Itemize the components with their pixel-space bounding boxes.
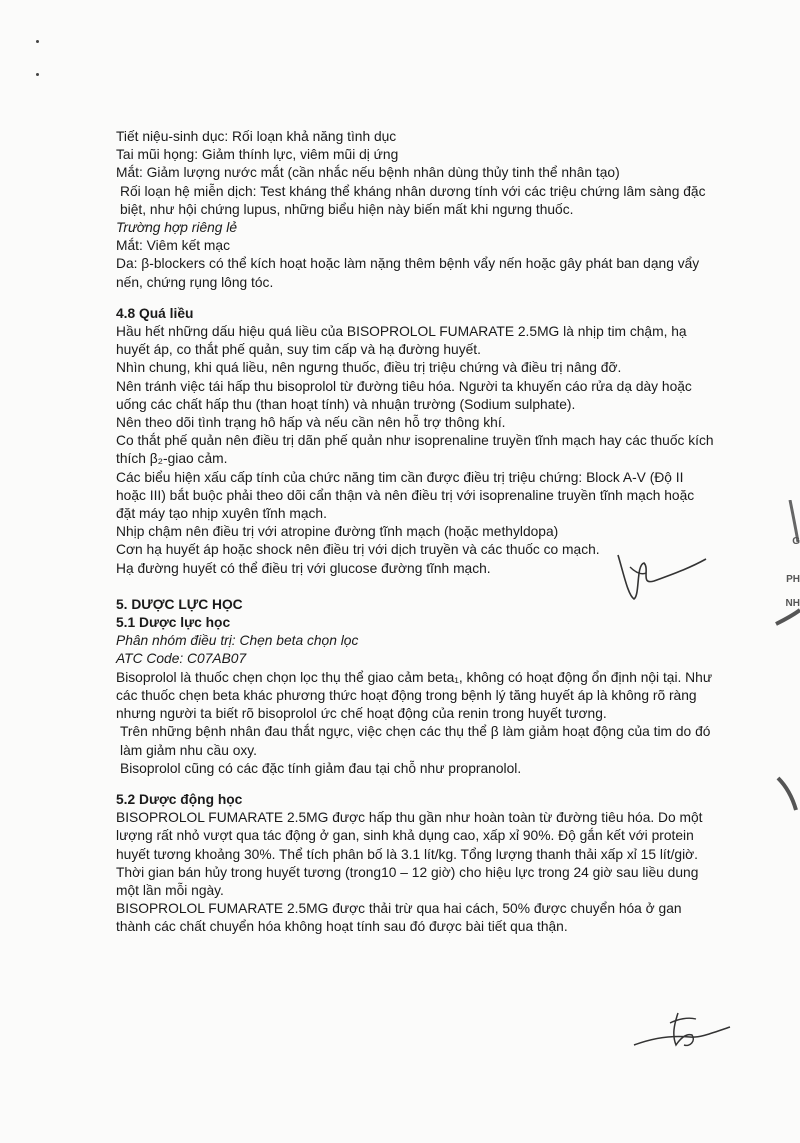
paragraph: Nên tránh việc tái hấp thu bisoprolol từ đường tiêu hóa. Người ta khuyến cáo rửa dạ dày hoặc uống các chất hấp thu (than hoạt tính) và nhuận trường (Sodium sulphate). xyxy=(116,378,692,412)
stamp-text: PH xyxy=(786,574,800,585)
side-effect-line: Tai mũi họng: Giảm thính lực, viêm mũi dị ứng xyxy=(116,147,399,163)
section-heading-pharmacology: 5. DƯỢC LỰC HỌC xyxy=(116,596,243,612)
paragraph: BISOPROLOL FUMARATE 2.5MG được hấp thu gần như hoàn toàn từ đường tiêu hóa. Do một lượng rất nhỏ vượt qua tác động ở gan, sinh khả dụng cao, xấp xỉ 90%. Độ gắn kết với protein huyết tương khoảng 30%. Thể tích phân bố là 3.1 lít/kg. Tổng lượng thanh thải xấp xỉ 15 lít/giờ. xyxy=(116,810,703,862)
margin-stamp xyxy=(772,500,800,840)
paragraph: Trên những bệnh nhân đau thắt ngực, việc chẹn các thụ thể β làm giảm hoạt động của tim do đó làm giảm nhu cầu oxy. xyxy=(120,724,711,758)
subsection-heading-pharmacokinetics: 5.2 Dược động học xyxy=(116,791,243,807)
handwritten-initial xyxy=(610,545,710,605)
paragraph: Các biểu hiện xấu cấp tính của chức năng tim cần được điều trị triệu chứng: Block A-V (Độ II hoặc III) bắt buộc phải theo dõi cẩn thận và nên điều trị với isoprenaline truyền tĩnh mạch hoặc đặt máy tạo nhịp xuyên tĩnh mạch. xyxy=(116,469,695,522)
paragraph: Nên theo dõi tình trạng hô hấp và nếu cần nên hỗ trợ thông khí. xyxy=(116,415,506,431)
atc-code: ATC Code: C07AB07 xyxy=(116,651,247,667)
side-effect-line: Tiết niệu-sinh dục: Rối loạn khả năng tình dục xyxy=(116,129,397,144)
stamp-text: G xyxy=(792,536,800,547)
paragraph: Cơn hạ huyết áp hoặc shock nên điều trị với dịch truyền và các thuốc co mạch. xyxy=(116,542,600,558)
paragraph: Co thắt phế quản nên điều trị dãn phế quản như isoprenaline truyền tĩnh mạch hay các thuốc kích thích β₂-giao cảm. xyxy=(116,433,714,467)
side-effect-line: Mắt: Viêm kết mạc xyxy=(116,238,230,254)
scan-dot xyxy=(36,40,39,43)
side-effect-line: Rối loạn hệ miễn dịch: Test kháng thể kháng nhân dương tính với các triệu chứng lâm sàng đặc biệt, như hội chứng lupus, những biểu hiện này biến mất khi ngưng thuốc. xyxy=(120,183,706,217)
rare-cases-heading: Trường hợp riêng lẻ xyxy=(116,220,238,236)
scan-dot xyxy=(36,73,39,76)
paragraph: Hầu hết những dấu hiệu quá liều của BISOPROLOL FUMARATE 2.5MG là nhịp tim chậm, hạ huyết áp, co thắt phế quản, suy tim cấp và hạ đường huyết. xyxy=(116,324,687,358)
stamp-text: NH xyxy=(785,598,800,609)
subsection-heading-pharmacodynamics: 5.1 Dược lực học xyxy=(116,615,231,631)
side-effect-line: Mắt: Giảm lượng nước mắt (cần nhắc nếu bệnh nhân dùng thủy tinh thể nhân tạo) xyxy=(116,165,620,181)
side-effect-line: Da: β-blockers có thể kích hoạt hoặc làm nặng thêm bệnh vẩy nến hoặc gây phát ban dạng vẩy nến, chứng rụng lông tóc. xyxy=(116,256,700,290)
signature xyxy=(620,1005,740,1055)
document-body xyxy=(116,128,716,937)
paragraph: BISOPROLOL FUMARATE 2.5MG được thải trừ qua hai cách, 50% được chuyển hóa ở gan thành các chất chuyển hóa không hoạt tính sau đó được bài tiết qua thận. xyxy=(116,901,682,935)
paragraph: Hạ đường huyết có thể điều trị với glucose đường tĩnh mạch. xyxy=(116,560,491,576)
paragraph: Bisoprolol là thuốc chẹn chọn lọc thụ thể giao cảm beta₁, không có hoạt động ổn định nội tại. Như các thuốc chẹn beta khác phương thức hoạt động trong bệnh lý tăng huyết áp là không rõ ràng nhưng người ta biết rõ bisoprolol ức chế hoạt động của renin trong huyết tương. xyxy=(116,669,713,722)
paragraph: Nhịp chậm nên điều trị với atropine đường tĩnh mạch (hoặc methyldopa) xyxy=(116,524,559,540)
paragraph: Thời gian bán hủy trong huyết tương (trong10 – 12 giờ) cho hiệu lực trong 24 giờ sau liều dung một lần mỗi ngày. xyxy=(116,864,699,898)
section-heading-overdose: 4.8 Quá liều xyxy=(116,305,194,321)
stamp-arc xyxy=(772,500,800,840)
paragraph: Nhìn chung, khi quá liều, nên ngưng thuốc, điều trị triệu chứng và điều trị nâng đỡ. xyxy=(116,360,622,376)
paragraph: Bisoprolol cũng có các đặc tính giảm đau tại chỗ như propranolol. xyxy=(120,760,522,776)
therapeutic-group: Phân nhóm điều trị: Chẹn beta chọn lọc xyxy=(116,633,359,649)
